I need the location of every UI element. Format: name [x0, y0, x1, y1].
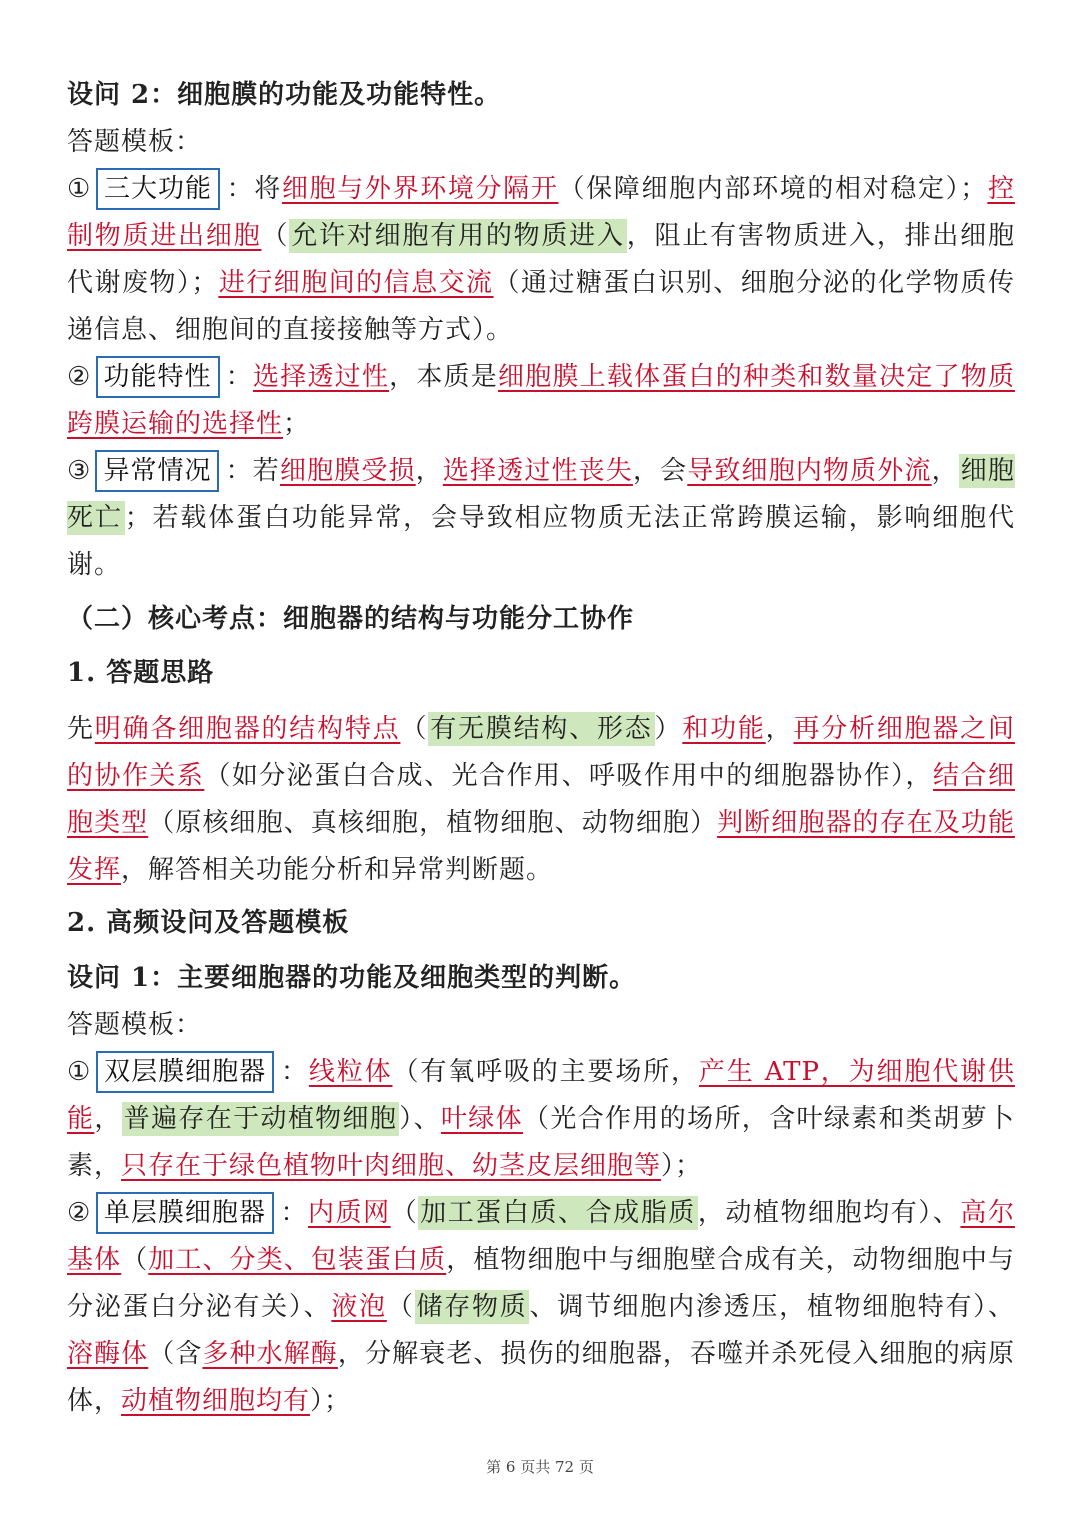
- key-point: 明确各细胞器的结构特点: [94, 714, 401, 744]
- template-label: 答题模板：: [67, 1010, 203, 1040]
- item-number: ①: [67, 1057, 93, 1087]
- highlight: 储存物质: [416, 1292, 528, 1322]
- text: ）: [654, 714, 683, 744]
- template-label: 答题模板：: [67, 127, 203, 157]
- text: ）；: [661, 1151, 703, 1181]
- key-point: 溶酶体: [67, 1339, 149, 1369]
- key-point: 细胞与外界环境分隔开: [281, 174, 559, 204]
- text: （有氧呼吸的主要场所，: [392, 1057, 699, 1087]
- paragraph: [67, 706, 1015, 894]
- text: ；若载体蛋白功能异常，会导致相应物质无法正常跨膜运输，影响细胞代谢。: [67, 503, 1015, 580]
- question-heading: 设问 2：细胞膜的功能及功能特性。: [67, 80, 502, 110]
- highlight: 有无膜结构、形态: [430, 714, 653, 744]
- item-number: ②: [67, 1198, 92, 1228]
- text: ：若: [225, 456, 280, 486]
- text: ：将: [225, 174, 282, 204]
- text: （: [386, 1292, 415, 1322]
- text: ，会: [632, 456, 688, 486]
- highlight: 细胞死亡: [67, 456, 1015, 533]
- text: ：: [280, 1057, 309, 1087]
- boxed-keyword: 功能特性: [96, 356, 220, 398]
- key-point: 只存在于绿色植物叶肉细胞、幼茎皮层细胞等: [121, 1151, 662, 1181]
- answer-item: [67, 166, 1015, 354]
- boxed-keyword: 三大功能: [96, 168, 220, 210]
- key-point: 动植物细胞均有: [121, 1386, 311, 1416]
- subheading: 1. 答题思路: [67, 658, 215, 688]
- text: ，分解衰老、损伤的细胞器，吞噬并杀死侵入细胞的病原体，: [67, 1339, 1015, 1416]
- item-number: ②: [67, 362, 92, 392]
- answer-item: [67, 354, 1015, 448]
- text: ：: [279, 1198, 309, 1228]
- text: （: [390, 1198, 419, 1228]
- text: （如分泌蛋白合成、光合作用、呼吸作用中的细胞器协作），: [204, 761, 934, 791]
- text: （保障细胞内部环境的相对稳定）；: [558, 174, 988, 204]
- text: ）；: [310, 1386, 352, 1416]
- text: ，: [415, 456, 443, 486]
- text: ，: [94, 1104, 122, 1134]
- key-point: 产生 ATP，为细胞代谢供能: [67, 1057, 1015, 1134]
- text: ，动植物细胞均有）、: [697, 1198, 961, 1228]
- key-point: 加工、分类、包装蛋白质: [148, 1245, 447, 1275]
- text: 、调节细胞内渗透压，植物细胞特有）、: [529, 1292, 1015, 1322]
- key-point: 细胞膜受损: [279, 456, 416, 486]
- key-point: 内质网: [308, 1198, 391, 1228]
- key-point: 液泡: [331, 1292, 387, 1322]
- key-point: 进行细胞间的信息交流: [218, 268, 494, 298]
- text: （原核细胞、真核细胞，植物细胞、动物细胞）: [148, 808, 718, 838]
- text: （: [400, 714, 429, 744]
- text: ，: [931, 456, 959, 486]
- text: （: [261, 221, 290, 251]
- text: ，本质是: [389, 362, 498, 392]
- text: ，: [765, 714, 794, 744]
- text: ，阻止有害物质进入，排出细胞代谢废物）；: [67, 221, 1015, 298]
- key-point: 线粒体: [308, 1057, 393, 1087]
- text: （通过糖蛋白识别、细胞分泌的化学物质传递信息、细胞间的直接接触等方式）。: [67, 268, 1015, 345]
- boxed-keyword: 异常情况: [95, 450, 219, 492]
- key-point: 结合细胞类型: [67, 761, 1015, 838]
- item-number: ③: [67, 456, 92, 486]
- key-point: 和功能: [682, 714, 766, 744]
- key-point: 选择透过性: [253, 362, 390, 392]
- key-point: 叶绿体: [440, 1104, 523, 1134]
- highlight: 普遍存在于动植物细胞: [123, 1104, 398, 1134]
- item-number: ①: [67, 174, 92, 204]
- key-point: 控制物质进出细胞: [67, 174, 1015, 251]
- text: （含: [148, 1339, 203, 1369]
- text: ）、: [399, 1104, 441, 1134]
- text: ，解答相关功能分析和异常判断题。: [121, 855, 554, 885]
- key-point: 多种水解酶: [202, 1339, 338, 1369]
- subheading: 2. 高频设问及答题模板: [67, 908, 350, 938]
- key-point: 再分析细胞器之间的协作关系: [67, 714, 1015, 791]
- text: （: [121, 1245, 149, 1275]
- answer-item: [67, 448, 1015, 589]
- key-point: 细胞膜上载体蛋白的种类和数量决定了物质跨膜运输的选择性: [67, 362, 1015, 439]
- boxed-keyword: 双层膜细胞器: [96, 1051, 274, 1093]
- text: ；: [283, 409, 311, 439]
- boxed-keyword: 单层膜细胞器: [96, 1192, 274, 1234]
- highlight: 加工蛋白质、合成脂质: [420, 1198, 696, 1228]
- answer-item: [67, 1190, 1015, 1425]
- highlight: 允许对细胞有用的物质进入: [291, 221, 625, 251]
- answer-item: [67, 1049, 1015, 1190]
- question-heading: 设问 1：主要细胞器的功能及细胞类型的判断。: [67, 963, 637, 993]
- key-point: 选择透过性丧失: [442, 456, 633, 486]
- text: ：: [225, 362, 253, 392]
- text: （光合作用的场所，含叶绿素和类胡萝卜素，: [67, 1104, 1015, 1181]
- page-footer: 第 6 页共 72 页: [486, 1458, 594, 1476]
- key-point: 判断细胞器的存在及功能发挥: [67, 808, 1015, 885]
- text: ，植物细胞中与细胞壁合成有关，动物细胞中与分泌蛋白分泌有关）、: [67, 1245, 1015, 1322]
- section-heading: （二）核心考点：细胞器的结构与功能分工协作: [67, 604, 635, 634]
- key-point: 导致细胞内物质外流: [687, 456, 932, 486]
- text: 先: [67, 714, 95, 744]
- key-point: 高尔基体: [67, 1198, 1015, 1275]
